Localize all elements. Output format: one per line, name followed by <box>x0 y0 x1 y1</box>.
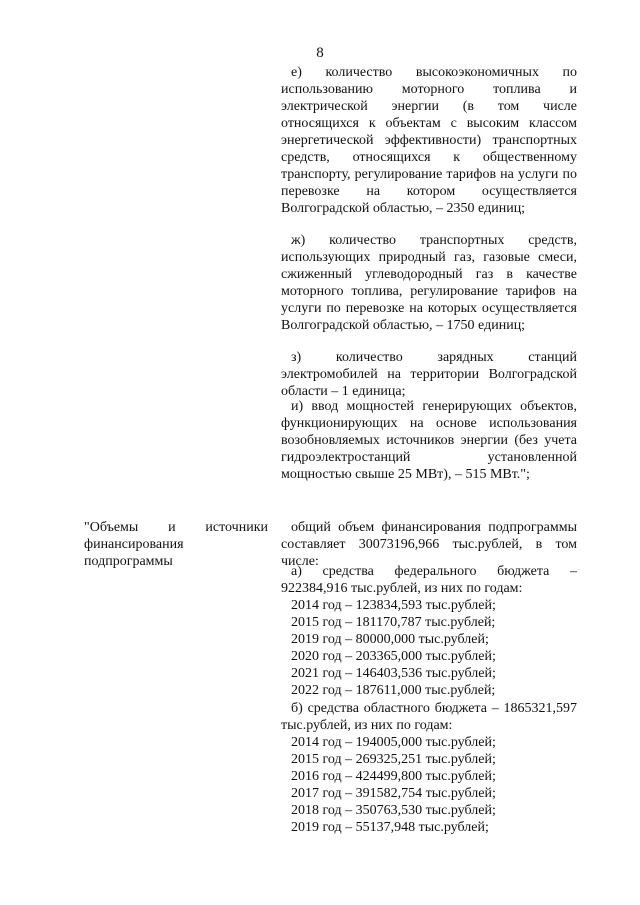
federal-year-line: 2022 год – 187611,000 тыс.рублей; <box>291 683 496 698</box>
federal-year-line: 2019 год – 80000,000 тыс.рублей; <box>291 632 489 647</box>
regional-year-line: 2014 год – 194005,000 тыс.рублей; <box>291 735 496 750</box>
page-number: 8 <box>316 45 324 61</box>
regional-year-line: 2017 год – 391582,754 тыс.рублей; <box>291 786 496 801</box>
financing-intro-text: общий объем финансирования подпрограммы составляет 30073196,966 тыс.рублей, в том числе: <box>281 520 577 569</box>
regional-year-line: 2018 год – 350763,530 тыс.рублей; <box>291 803 496 818</box>
financing-label-text: "Объемы и источники финансирования подпрограммы <box>84 520 268 569</box>
item-zh-text: ж) количество транспортных средств, использующих природный газ, газовые смеси, сжиженный углеводородный газ в качестве моторного топлива, регулирование тарифов на услуги по перевозке на которых осуществляется Волгоградской областью, – 1750 единиц; <box>281 233 577 333</box>
financing-label <box>84 519 268 570</box>
federal-budget-block <box>281 563 577 699</box>
item-e <box>281 64 577 217</box>
regional-budget-heading: б) средства областного бюджета – 1865321,597 тыс.рублей, из них по годам: <box>281 701 577 733</box>
federal-budget-heading: а) средства федерального бюджета – 922384,916 тыс.рублей, из них по годам: <box>281 564 577 596</box>
item-z-text: з) количество зарядных станций электромобилей на территории Волгоградской области – 1 единица; <box>281 350 577 399</box>
regional-year-line: 2016 год – 424499,800 тыс.рублей; <box>291 769 496 784</box>
item-i <box>281 398 577 483</box>
regional-year-line: 2015 год – 269325,251 тыс.рублей; <box>291 752 496 767</box>
item-z <box>281 349 577 400</box>
federal-year-line: 2020 год – 203365,000 тыс.рублей; <box>291 649 496 664</box>
federal-year-line: 2014 год – 123834,593 тыс.рублей; <box>291 598 496 613</box>
item-i-text: и) ввод мощностей генерирующих объектов, функционирующих на основе использования возобновляемых источников энергии (без учета гидроэлектростанций установленной мощностью свыше 25 МВт), – 515 МВт."; <box>281 399 577 482</box>
regional-budget-block <box>281 700 577 836</box>
item-zh <box>281 232 577 334</box>
item-e-text: е) количество высокоэкономичных по использованию моторного топлива и электрической энергии (в том числе относящихся к объектам с высоким классом энергетической эффективности) транспортных средств, относящихся к общественному транспорту, регулирование тарифов на услуги по перевозке на котором осуществляется Волгоградской областью, – 2350 единиц; <box>281 65 577 216</box>
federal-year-line: 2021 год – 146403,536 тыс.рублей; <box>291 666 496 681</box>
regional-year-line: 2019 год – 55137,948 тыс.рублей; <box>291 820 489 835</box>
federal-year-line: 2015 год – 181170,787 тыс.рублей; <box>291 615 496 630</box>
